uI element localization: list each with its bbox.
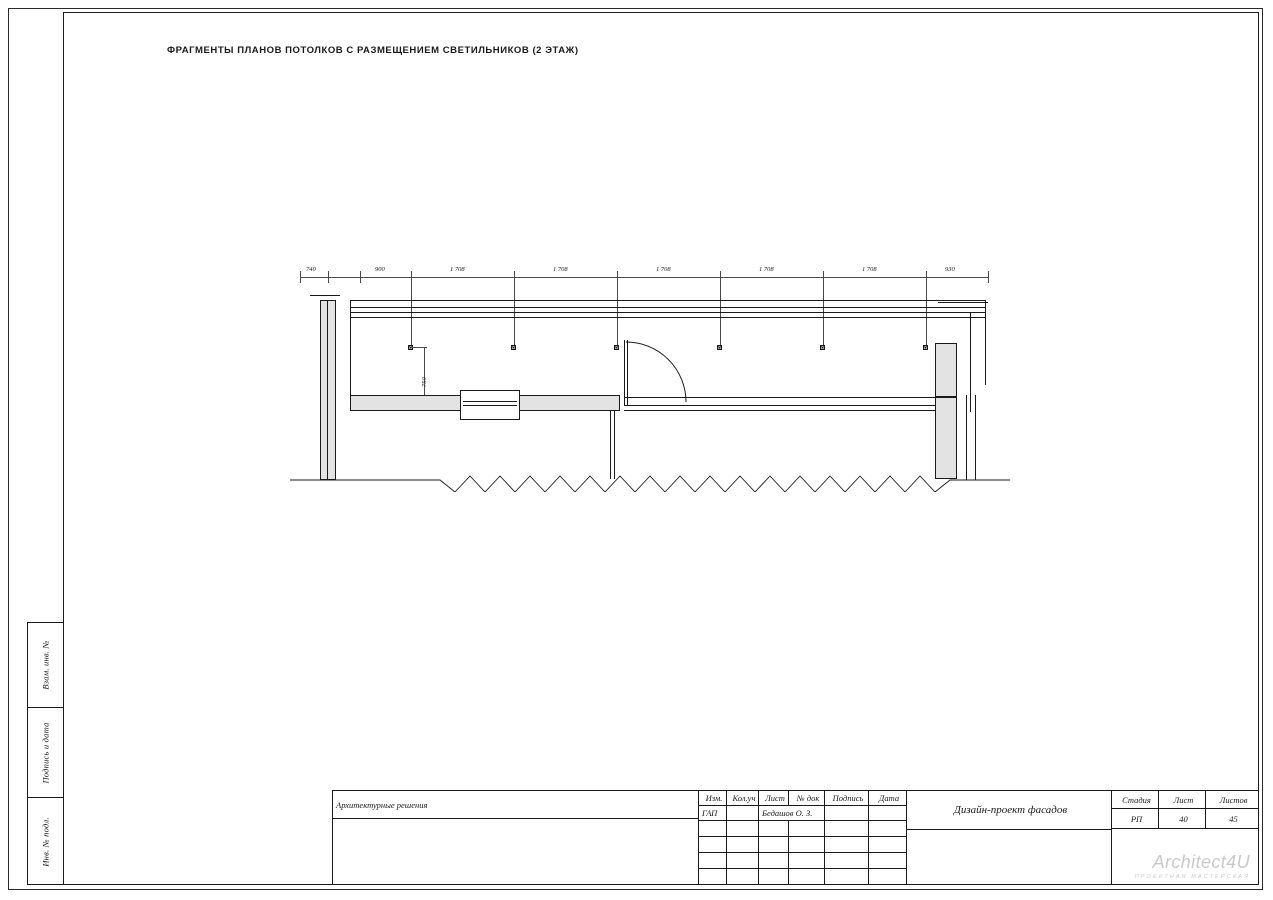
partition-line [610, 411, 611, 479]
title-block-row-cell [824, 869, 868, 884]
dimension-label: 1 708 [553, 266, 568, 273]
title-block-value-listov: 45 [1205, 809, 1258, 829]
company-logo-name: Architect4U [1152, 852, 1250, 872]
title-block-row-cell [824, 837, 868, 853]
dimension-label: 900 [375, 266, 385, 273]
dimension-tick [720, 271, 721, 283]
right-wall-block-lower [935, 397, 957, 479]
title-block-date-cell [868, 806, 906, 821]
ceiling-left-edge [350, 300, 351, 400]
right-wall-line [966, 395, 967, 480]
side-stamp-cell-inv [28, 798, 64, 886]
side-stamp-label: Инв. № подл. [41, 817, 52, 867]
lamp-symbol [923, 345, 928, 350]
title-block-row-cell [868, 869, 906, 884]
dimension-chain-line [300, 277, 988, 278]
lamp-symbol [717, 345, 722, 350]
title-block-role-cell: ГАП [698, 806, 726, 821]
dimension-label: 930 [945, 266, 955, 273]
lamp-leader-line [514, 283, 515, 347]
dimension-label-vertical: 750 [421, 377, 428, 387]
title-block-row-cell [824, 853, 868, 869]
vertical-dimension-tick [411, 347, 427, 348]
title-block-header-list: Лист [1158, 791, 1205, 809]
title-block-row-cell [726, 853, 758, 869]
door-leaf-line [627, 340, 628, 405]
lower-wall-line [624, 410, 954, 411]
built-in-element-line [463, 405, 517, 406]
dimension-tick [514, 271, 515, 283]
title-block-organization-cell [1111, 829, 1258, 884]
title-block-sign-cell [824, 806, 868, 821]
ceiling-right-edge [985, 300, 986, 385]
ceiling-edge-line [350, 317, 985, 318]
break-line [290, 470, 1010, 492]
title-block-row-cell [726, 837, 758, 853]
title-block-row-cell [868, 853, 906, 869]
title-block-row-cell [698, 837, 726, 853]
title-block-row-cell [758, 853, 788, 869]
dimension-tick [411, 271, 412, 283]
title-block [332, 790, 1259, 885]
dimension-tick [328, 271, 329, 283]
lower-wall-line [624, 397, 954, 398]
ceiling-edge-line [350, 312, 985, 313]
ceiling-edge-line [350, 300, 985, 301]
title-block-row-cell [788, 869, 824, 884]
right-wall-line [975, 395, 976, 480]
ceiling-edge-line [350, 307, 985, 308]
company-logo [1135, 852, 1250, 880]
title-block-koluch-cell [726, 806, 758, 821]
side-stamp-label: Взам. инв. № [41, 640, 52, 690]
dimension-label: 1 708 [862, 266, 877, 273]
title-block-section-label: Архитектурные решения [333, 791, 698, 819]
title-block-row-cell [758, 821, 788, 837]
lamp-leader-line [411, 283, 412, 347]
ceiling-plan-drawing [280, 255, 1020, 505]
side-stamp-cell-vzam [28, 623, 64, 708]
dimension-tick [988, 271, 989, 283]
title-block-row-cell [698, 821, 726, 837]
title-block-row-cell [868, 821, 906, 837]
title-block-row-cell [698, 853, 726, 869]
dimension-label: 1 708 [656, 266, 671, 273]
title-block-row-cell [758, 869, 788, 884]
dimension-label: 740 [306, 266, 316, 273]
left-wall-column [320, 300, 336, 480]
title-block-header-listov: Листов [1205, 791, 1258, 809]
title-block-header-stadia: Стадия [1111, 791, 1158, 809]
title-block-row-cell [788, 837, 824, 853]
built-in-element-line [463, 401, 517, 402]
title-block-section-blank [333, 819, 698, 884]
title-block-col-header-data: Дата [868, 791, 906, 806]
title-block-row-cell [758, 837, 788, 853]
title-block-row-cell [788, 853, 824, 869]
dimension-label: 1 708 [759, 266, 774, 273]
lower-wall-line [624, 405, 954, 406]
title-block-row-cell [726, 869, 758, 884]
title-block-divider [906, 829, 1111, 830]
dimension-tick [926, 271, 927, 283]
title-block-row-cell [698, 869, 726, 884]
title-block-value-stadia: РП [1111, 809, 1158, 829]
lamp-symbol [614, 345, 619, 350]
door-jamb-line [624, 340, 625, 405]
title-block-col-header-ndok: № док [788, 791, 824, 806]
title-block-col-header-list: Лист [758, 791, 788, 806]
title-block-row-cell [824, 821, 868, 837]
ceiling-right-inner-edge [970, 312, 971, 412]
dimension-tick [823, 271, 824, 283]
ceiling-edge-line [938, 302, 988, 303]
side-stamp-label: Подпись и дата [41, 721, 51, 784]
company-logo-tagline: ПРОЕКТНАЯ МАСТЕРСКАЯ [1134, 874, 1250, 880]
lamp-leader-line [617, 283, 618, 347]
dimension-tick [617, 271, 618, 283]
lamp-leader-line [823, 283, 824, 347]
right-wall-block-upper [935, 343, 957, 397]
title-block-col-header-koluch: Кол.уч [726, 791, 758, 806]
title-block-project-title: Дизайн-проект фасадов [906, 791, 1111, 829]
title-block-col-header-izm: Изм. [698, 791, 726, 806]
lamp-leader-line [720, 283, 721, 347]
side-stamp-cell-podpis [28, 708, 64, 798]
left-wall-centerline [327, 300, 328, 480]
dimension-tick [360, 271, 361, 283]
lamp-leader-line [926, 283, 927, 347]
lamp-symbol [511, 345, 516, 350]
title-block-row-cell [868, 837, 906, 853]
title-block-value-list: 40 [1158, 809, 1205, 829]
page-title: ФРАГМЕНТЫ ПЛАНОВ ПОТОЛКОВ С РАЗМЕЩЕНИЕМ СВЕТИЛЬНИКОВ (2 ЭТАЖ) [167, 45, 579, 56]
title-block-col-header-podpis: Подпись [824, 791, 868, 806]
left-wall-cap [310, 295, 340, 296]
side-stamp-column [27, 622, 63, 885]
lamp-symbol [820, 345, 825, 350]
title-block-name-cell: Бедашов О. З. [758, 806, 824, 821]
title-block-row-cell [726, 821, 758, 837]
dimension-label: 1 708 [450, 266, 465, 273]
dimension-tick [300, 271, 301, 283]
door-swing-icon [620, 340, 700, 410]
title-block-row-cell [788, 821, 824, 837]
partition-line [614, 411, 615, 479]
title-block-project-blank [906, 829, 1111, 884]
